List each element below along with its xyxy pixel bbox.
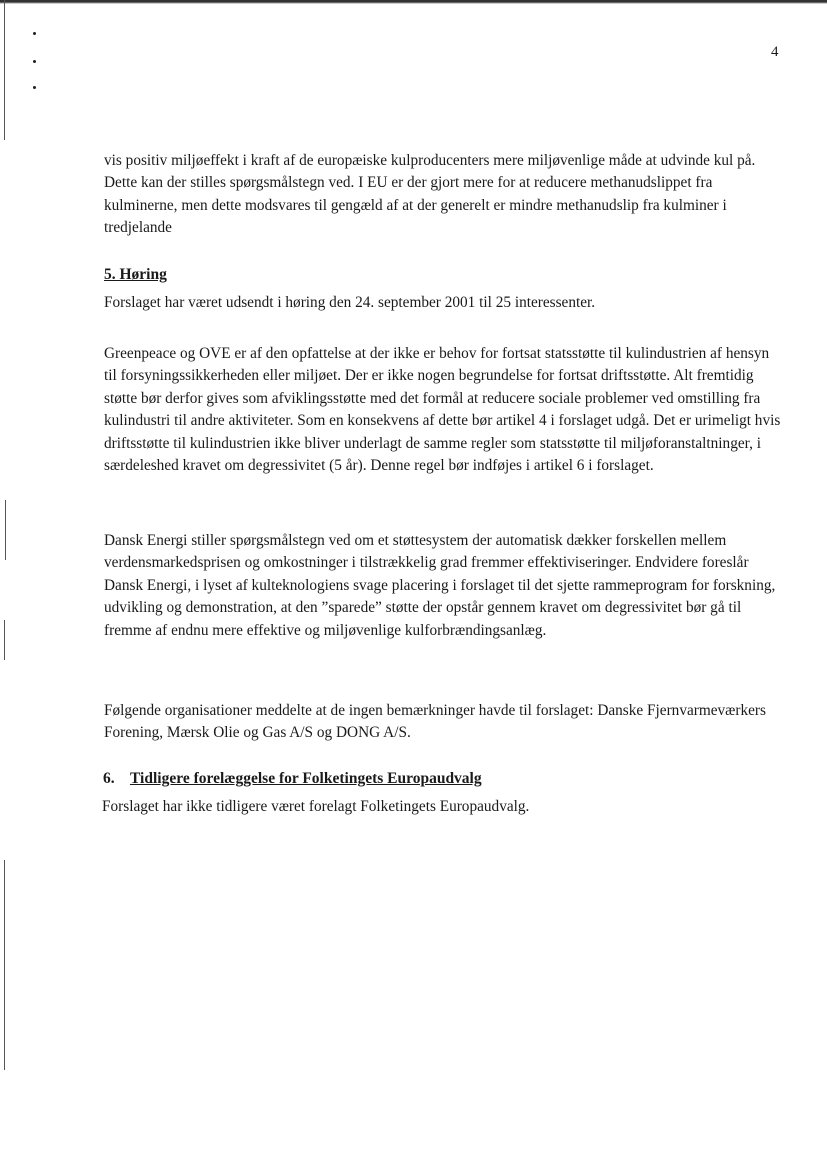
- section-6-text: Forslaget har ikke tidligere været forelagt Folketingets Europaudvalg.: [102, 798, 530, 815]
- page-number: 4: [771, 44, 779, 60]
- section-5-heading: 5. Høring: [104, 266, 167, 283]
- left-scan-edge: [4, 860, 5, 1070]
- left-scan-edge: [5, 500, 6, 560]
- greenpeace-paragraph: Greenpeace og OVE er af den opfattelse at der ikke er behov for fortsat statsstøtte til kulindustrien af hensyn til forsyningssikkerheden eller miljøet. Der er ikke nogen begrundelse for fortsat driftsstøtte. Alt fremtidig støtte bør derfor gives som afviklingsstøtte med det formål at reducere sociale problemer ved omstilling fra kulindustri til andre aktiviteter. Som en konsekvens af dette bør artikel 4 i forslaget udgå. Det er urimeligt hvis driftsstøtte til kulindustrien ikke bliver underlagt de samme regler som statsstøtte til miljøforanstaltninger, i særdeleshed kravet om degressivitet (5 år). Denne regel bør indføjes i artikel 6 i forslaget.: [104, 345, 781, 475]
- dansk-energi-paragraph: Dansk Energi stiller spørgsmålstegn ved om et støttesystem der automatisk dækker forskellen mellem verdensmarkedsprisen og omkostninger i tilstrækkelig grad fremmer effektiviseringer. Endvidere foreslår Dansk Energi, i lyset af kulteknologiens svage placering i forslaget til det sjette rammeprogram for forskning, udvikling og demonstration, at den ”sparede” støtte der opstår gennem kravet om degressivitet bør gå til fremme af endnu mere effektive og miljøvenlige kulforbrændingsanlæg.: [104, 532, 776, 639]
- section-6-number: 6.: [103, 770, 115, 787]
- organisations-paragraph: Følgende organisationer meddelte at de ingen bemærkninger havde til forslaget: Danske Fjernvarmeværkers Forening, Mærsk Olie og Gas A/S og DONG A/S.: [104, 702, 766, 742]
- intro-paragraph: vis positiv miljøeffekt i kraft af de europæiske kulproducenters mere miljøvenlige måde at udvinde kul på. Dette kan der stilles spørgsmålstegn ved. I EU er der gjort mere for at reducere methanudslippet fra kulminerne, men dette modsvares til gengæld af at der generelt er mindre methanudslip fra kulminer i tredjelande: [104, 152, 756, 237]
- left-scan-edge: [4, 620, 5, 660]
- punch-hole-dot: [33, 32, 36, 35]
- left-scan-edge: [4, 0, 5, 140]
- top-border: [0, 0, 827, 4]
- punch-hole-dot: [33, 86, 36, 89]
- section-5-text: Forslaget har været udsendt i høring den 24. september 2001 til 25 interessenter.: [104, 294, 596, 311]
- punch-hole-dot: [33, 60, 36, 63]
- section-6-heading: [103, 770, 482, 788]
- section-6-title: Tidligere forelæggelse for Folketingets Europaudvalg: [130, 770, 482, 787]
